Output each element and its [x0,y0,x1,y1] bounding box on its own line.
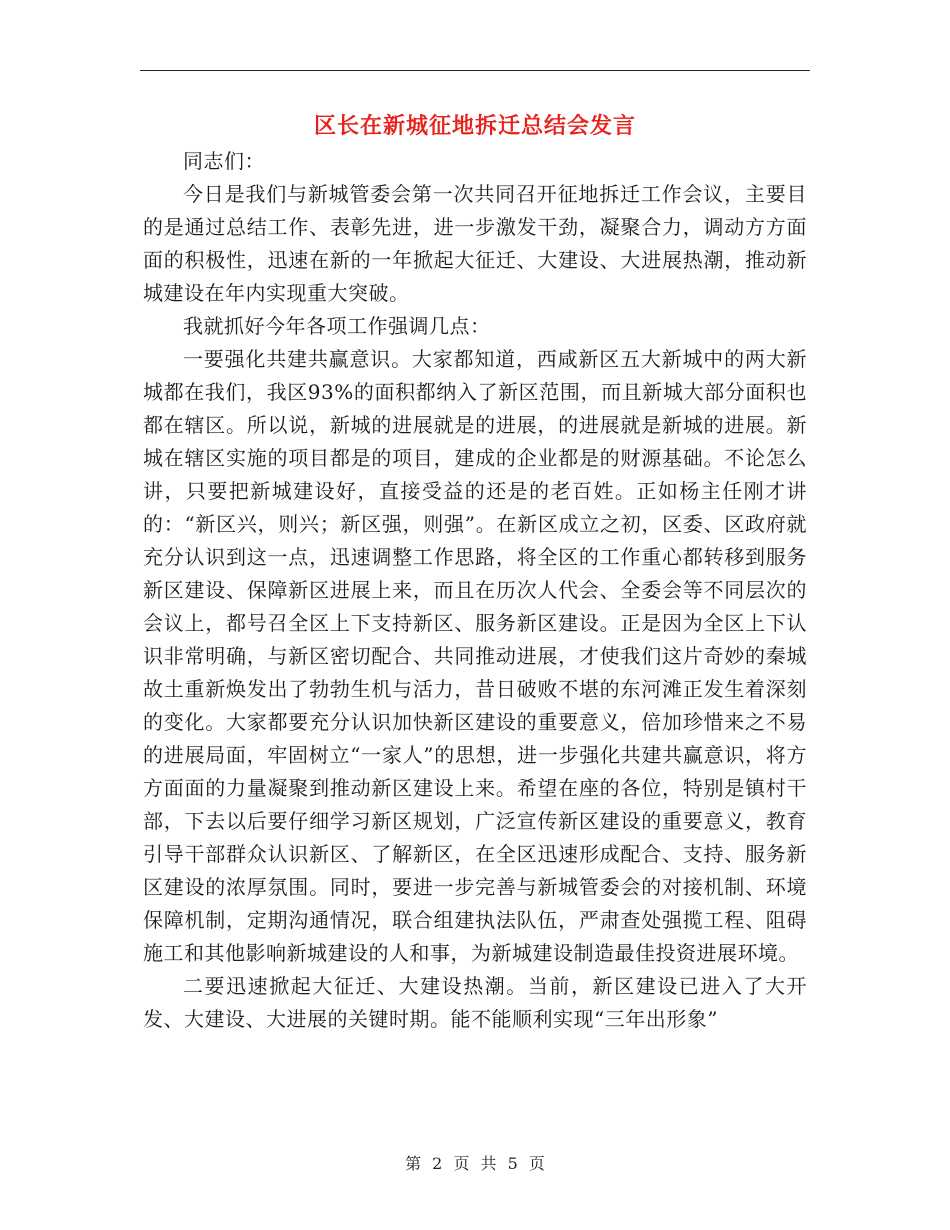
paragraph-intro: 今日是我们与新城管委会第一次共同召开征地拆迁工作会议，主要目的是通过总结工作、表彰先进，进一步激发干劲，凝聚合力，调动方方面面的积极性，迅速在新的一年掀起大征迁、大建设、大进展热潮，推动新城建设在年内实现重大突破。 [143,182,807,305]
paragraph-points-lead: 我就抓好今年各项工作强调几点： [183,314,491,338]
document-title: 区长在新城征地拆迁总结会发言 [313,113,636,139]
paragraph-point-one: 一要强化共建共赢意识。大家都知道，西咸新区五大新城中的两大新城都在我们，我区93%的面积都纳入了新区范围，而且新城大部分面积也都在辖区。所以说，新城的进展就是的进展，的进展就是新城的进展。新城在辖区实施的项目都是的项目，建成的企业都是的财源基础。不论怎么讲，只要把新城建设好，直接受益的还是的老百姓。正如杨主任刚才讲的：“新区兴，则兴；新区强，则强”。在新区成立之初，区委、区政府就充分认识到这一点，迅速调整工作思路，将全区的工作重心都转移到服务新区建设、保障新区进展上来，而且在历次人代会、全委会等不同层次的会议上，都号召全区上下支持新区、服务新区建设。正是因为全区上下认识非常明确，与新区密切配合、共同推动进展，才使我们这片奇妙的秦城故土重新焕发出了勃勃生机与活力，昔日破败不堪的东河滩正发生着深刻的变化。大家都要充分认识加快新区建设的重要意义，倍加珍惜来之不易的进展局面，牢固树立“一家人”的思想，进一步强化共建共赢意识，将方方面面的力量凝聚到推动新区建设上来。希望在座的各位，特别是镇村干部，下去以后要仔细学习新区规划，广泛宣传新区建设的重要意义，教育引导干部群众认识新区、了解新区，在全区迅速形成配合、支持、服务新区建设的浓厚氛围。同时，要进一步完善与新城管委会的对接机制、环境保障机制，定期沟通情况，联合组建执法队伍，严肃查处强揽工程、阻碍施工和其他影响新城建设的人和事，为新城建设制造最佳投资进展环境。 [143,347,807,965]
paragraph-greeting: 同志们： [183,149,265,173]
header-rule [140,70,810,71]
paragraph-point-two: 二要迅速掀起大征迁、大建设热潮。当前，新区建设已进入了大开发、大建设、大进展的关键时期。能不能顺利实现“三年出形象” [143,974,807,1031]
document-body [143,145,807,1036]
page-number: 第 2 页 共 5 页 [405,1154,545,1173]
